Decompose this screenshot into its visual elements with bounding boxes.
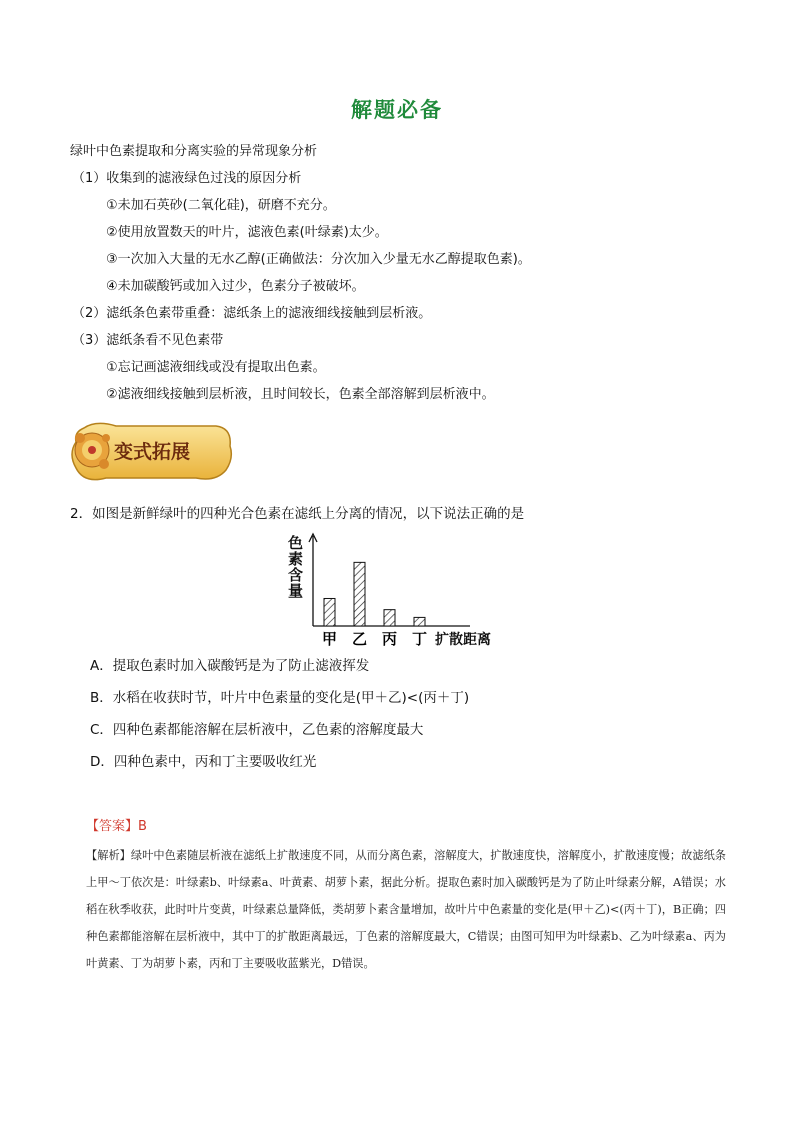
section-banner	[66, 418, 236, 488]
analysis	[86, 842, 726, 977]
x-tick-label: 丙	[381, 630, 398, 648]
answer-value: B	[138, 819, 147, 834]
list-item: （3）滤纸条看不见色素带	[72, 333, 224, 348]
list-item: ④未加碳酸钙或加入过少，色素分子被破坏。	[106, 279, 365, 294]
list-item: ①未加石英砂(二氧化硅)，研磨不充分。	[106, 198, 336, 213]
y-label-char: 量	[288, 582, 304, 600]
x-tick-label: 甲	[321, 630, 338, 648]
y-label-char: 色	[288, 534, 304, 552]
analysis-label: 【解析】	[86, 849, 131, 862]
y-axis-label	[287, 534, 303, 600]
question-stem: 2．如图是新鲜绿叶的四种光合色素在滤纸上分离的情况，以下说法正确的是	[70, 506, 525, 522]
x-tick-label: 乙	[351, 630, 368, 648]
list-item: ②滤液细线接触到层析液，且时间较长，色素全部溶解到层析液中。	[106, 387, 495, 402]
page-title: 解题必备	[351, 97, 443, 122]
answer-label: 【答案】	[86, 819, 139, 834]
pigment-chart	[280, 530, 510, 652]
option-a: A．提取色素时加入碳酸钙是为了防止滤液挥发	[90, 658, 370, 674]
list-item: （2）滤纸条色素带重叠：滤纸条上的滤液细线接触到层析液。	[72, 306, 432, 321]
option-b: B．水稻在收获时节，叶片中色素量的变化是(甲＋乙)<(丙＋丁)	[90, 690, 470, 706]
list-item: ③一次加入大量的无水乙醇(正确做法：分次加入少量无水乙醇提取色素)。	[106, 252, 531, 267]
bar-2	[384, 610, 395, 626]
option-c: C．四种色素都能溶解在层析液中，乙色素的溶解度最大	[90, 722, 424, 738]
list-item: ②使用放置数天的叶片，滤液色素(叶绿素)太少。	[106, 225, 388, 240]
bar-1	[354, 562, 365, 626]
analysis-text: 绿叶中色素随层析液在滤纸上扩散速度不同，从而分离色素，溶解度大，扩散速度快，溶解度小，扩散速度慢；故滤纸条上甲～丁依次是：叶绿素b、叶绿素a、叶黄素、胡萝卜素，据此分析。提取色素时加入碳酸钙是为了防止叶绿素分解，A错误；水稻在秋季收获，此时叶片变黄，叶绿素总量降低，类胡萝卜素含量增加，故叶片中色素量的变化是(甲＋乙)<(丙＋丁)，B正确；四种色素都能溶解在层析液中，其中丁的扩散距离最远，丁色素的溶解度最大，C错误；由图可知甲为叶绿素b、乙为叶绿素a、丙为叶黄素、丁为胡萝卜素，丙和丁主要吸收蓝紫光，D错误。	[86, 849, 726, 970]
list-item: ①忘记画滤液细线或没有提取出色素。	[106, 360, 326, 375]
intro-heading: 绿叶中色素提取和分离实验的异常现象分析	[70, 144, 318, 159]
y-label-char: 素	[288, 550, 304, 568]
y-label-char: 含	[288, 566, 304, 584]
x-tick-label: 丁	[411, 630, 428, 648]
list-item: （1）收集到的滤液绿色过浅的原因分析	[72, 171, 302, 186]
bar-0	[324, 598, 335, 626]
bar-3	[414, 617, 425, 626]
x-axis-label: 扩散距离	[435, 632, 491, 648]
answer	[86, 815, 147, 834]
option-d: D．四种色素中，丙和丁主要吸收红光	[90, 754, 317, 770]
banner-text: 变式拓展	[114, 441, 191, 463]
